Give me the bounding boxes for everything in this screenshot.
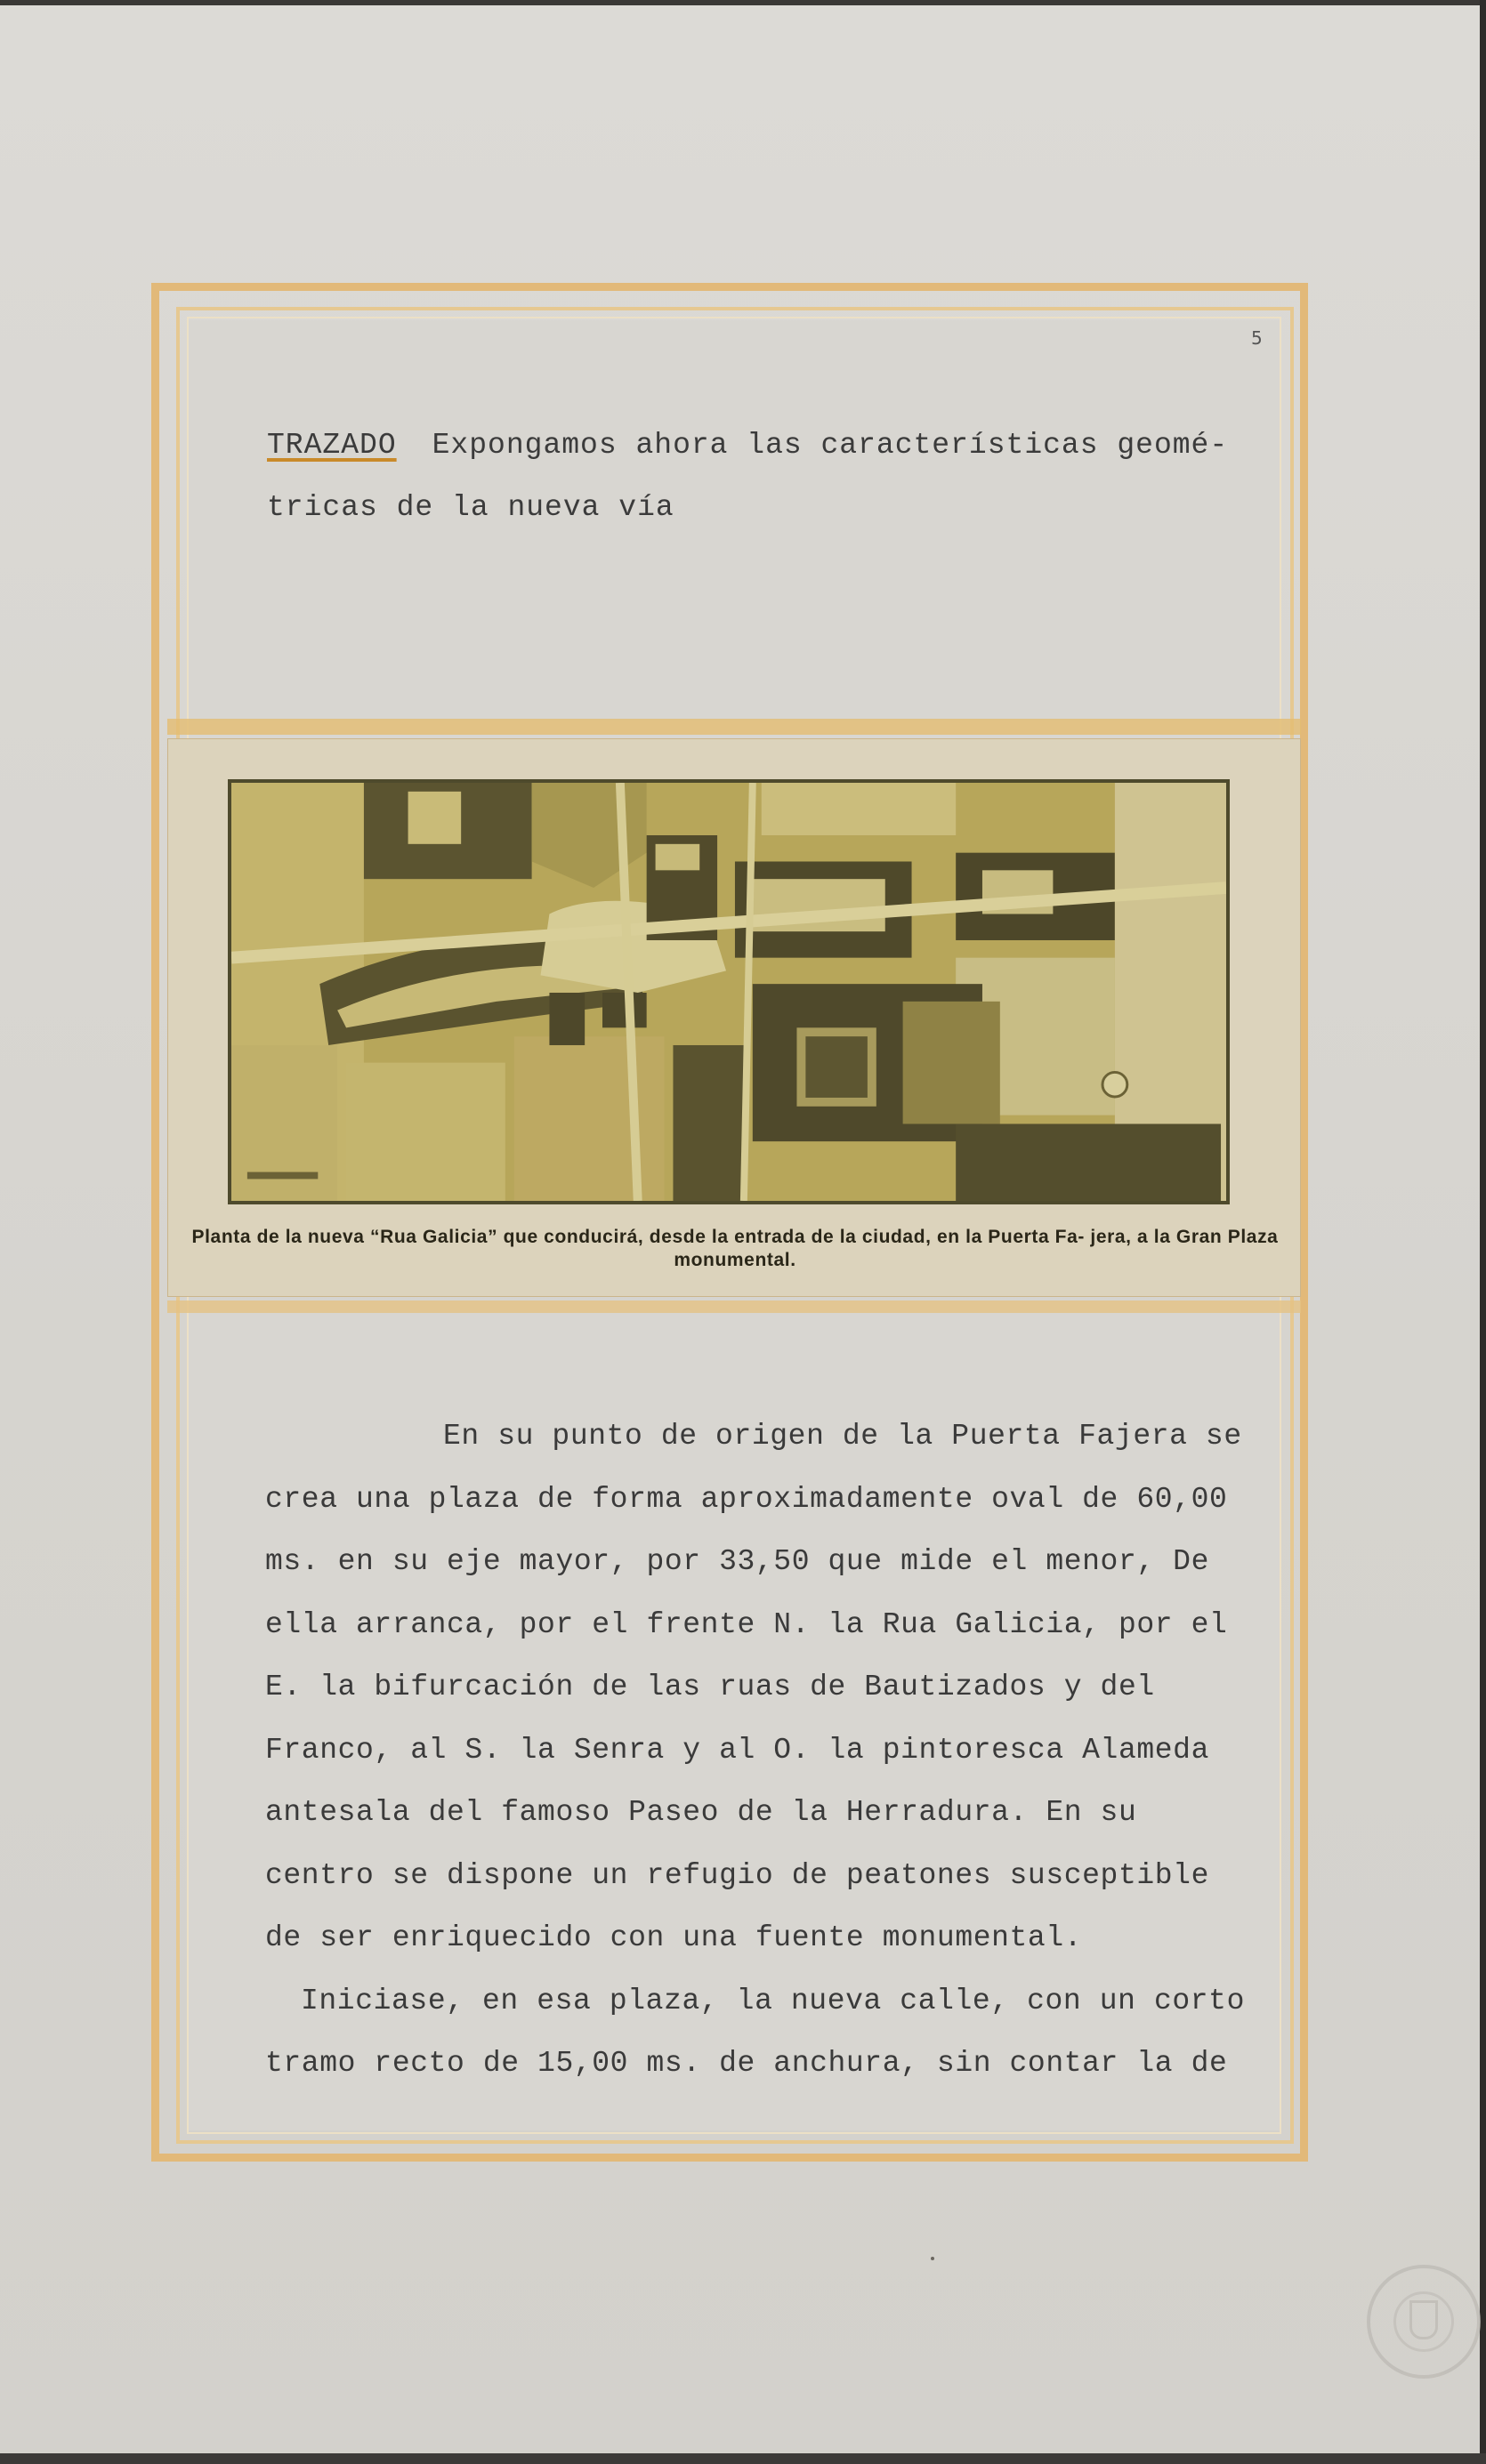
scan-edge-right [1480, 0, 1486, 2464]
clipping-band-bottom [167, 1300, 1301, 1313]
clipping-caption: Planta de la nueva “Rua Galicia” que conducirá, desde la entrada de la ciudad, en la Puerta Fa- jera, a la Gran Plaza monumental. [191, 1227, 1279, 1270]
scan-edge-bottom [0, 2453, 1486, 2464]
street-plan-drawing [231, 783, 1226, 1201]
heading-label: TRAZADO [267, 429, 397, 462]
ink-dot [931, 2257, 934, 2260]
heading [267, 415, 1246, 539]
library-seal [1367, 2265, 1481, 2379]
body-paragraph: En su punto de origen de la Puerta Fajera se crea una plaza de forma aproximadamente oval de 60,00 ms. en su eje mayor, por 33,50 que mide el menor, De ella arranca, por el frente N. la Rua Galicia, por el E. la bifurcación de las ruas de Bautizados y del Franco, al S. la Senra y al O. la pintoresca Alameda antesala del famoso Paseo de la Herradura. En su centro se dispone un refugio de peatones susceptible de ser enriquecido con una fuente monumental. [265, 1420, 1242, 1954]
body-paragraph: Iniciase, en esa plaza, la nueva calle, con un corto tramo recto de 15,00 ms. de anchura, sin contar la de [265, 1984, 1245, 2080]
street-plan-map [228, 779, 1230, 1204]
heading-text: Expongamos ahora las características geomé- [432, 429, 1229, 462]
heading-continuation: tricas de la nueva vía [267, 491, 674, 524]
body-text [265, 1405, 1253, 2096]
page-number: 5 [1251, 327, 1263, 349]
seal-shield-icon [1409, 2300, 1438, 2339]
clipping-band-top [167, 719, 1301, 735]
